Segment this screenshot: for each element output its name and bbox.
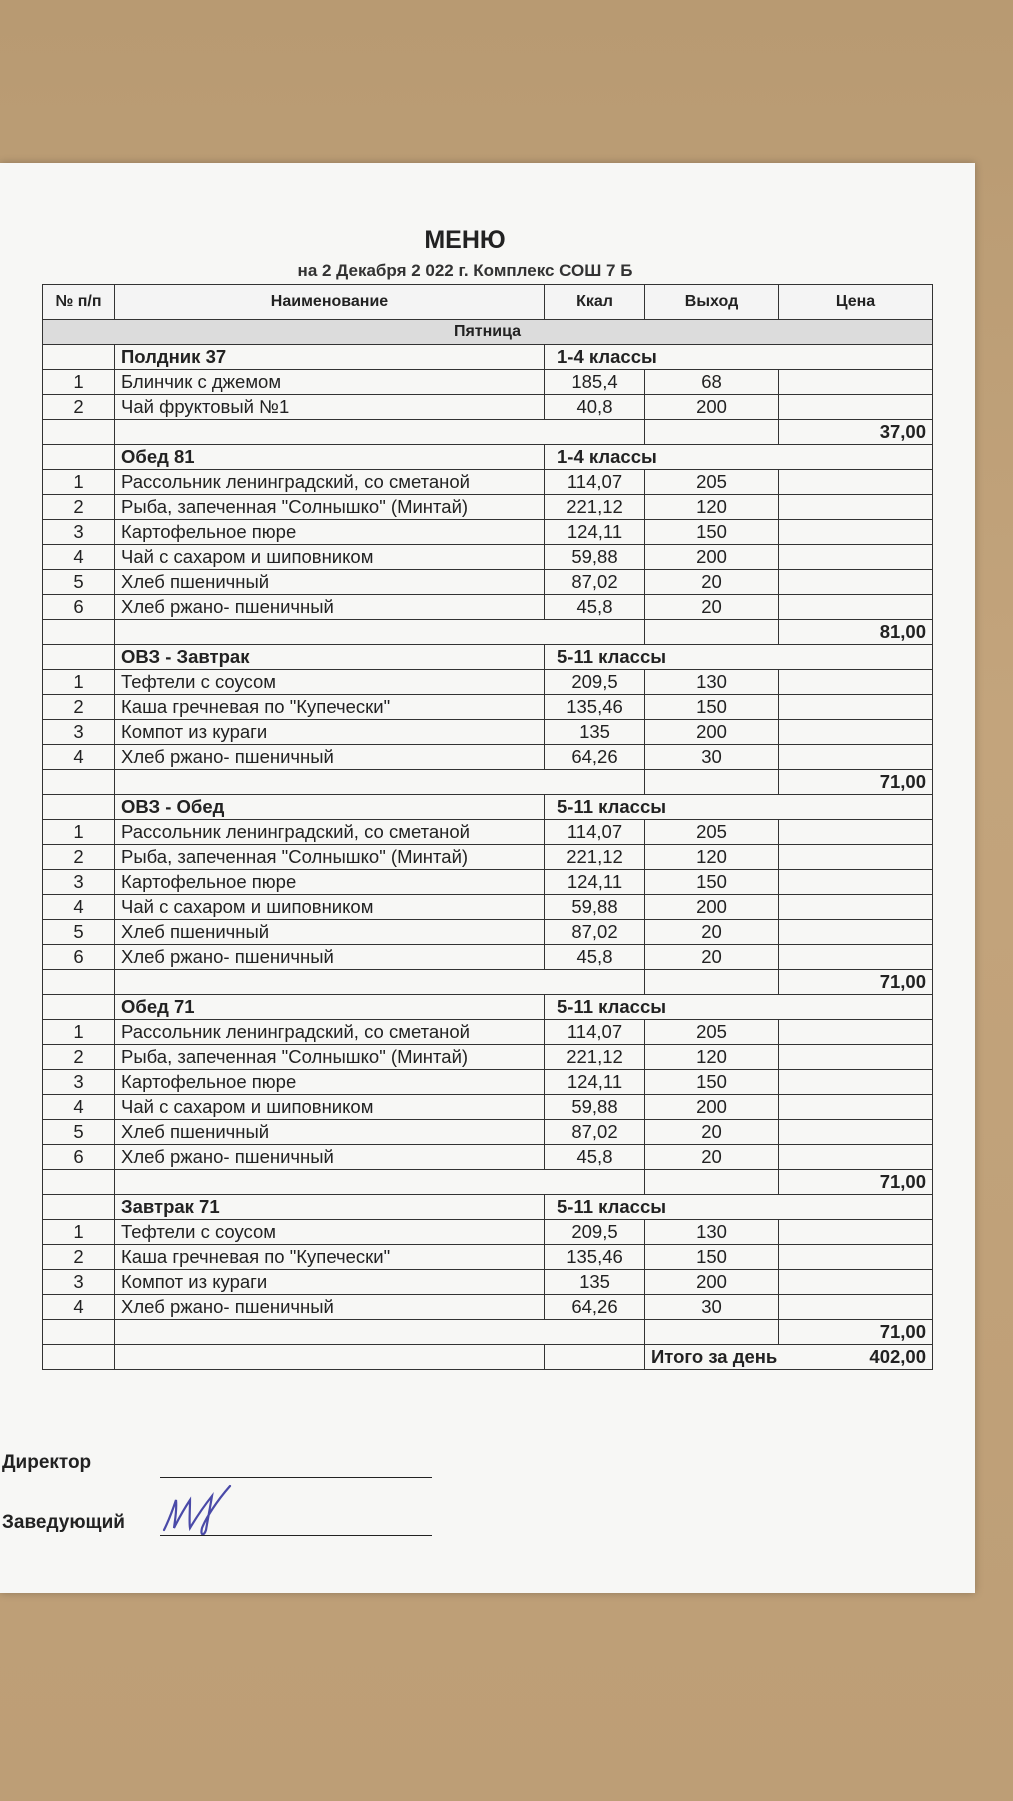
item-output: 20 xyxy=(645,595,779,620)
item-number: 6 xyxy=(43,1145,115,1170)
item-name: Картофельное пюре xyxy=(115,520,545,545)
item-kcal: 209,5 xyxy=(545,1220,645,1245)
item-name: Рыба, запеченная "Солнышко" (Минтай) xyxy=(115,495,545,520)
item-price xyxy=(779,1245,933,1270)
section-classes: 5-11 классы xyxy=(545,795,933,820)
table-row xyxy=(43,1120,933,1145)
item-kcal: 64,26 xyxy=(545,745,645,770)
table-row xyxy=(43,1045,933,1070)
item-name: Рассольник ленинградский, со сметаной xyxy=(115,470,545,495)
item-output: 150 xyxy=(645,1245,779,1270)
col-name: Наименование xyxy=(115,285,545,320)
item-kcal: 124,11 xyxy=(545,1070,645,1095)
day-total-row xyxy=(43,1345,933,1370)
section-total: 71,00 xyxy=(779,1320,933,1345)
empty-cell xyxy=(545,1345,645,1370)
table-row xyxy=(43,1020,933,1045)
item-price xyxy=(779,1295,933,1320)
item-output: 68 xyxy=(645,370,779,395)
item-output: 120 xyxy=(645,1045,779,1070)
day-row xyxy=(43,320,933,345)
item-price xyxy=(779,1095,933,1120)
empty-cell xyxy=(43,1195,115,1220)
section-total-row xyxy=(43,970,933,995)
table-row xyxy=(43,495,933,520)
item-kcal: 221,12 xyxy=(545,845,645,870)
section-total: 81,00 xyxy=(779,620,933,645)
item-number: 3 xyxy=(43,720,115,745)
table-row xyxy=(43,520,933,545)
table-row xyxy=(43,545,933,570)
item-name: Хлеб пшеничный xyxy=(115,920,545,945)
table-row xyxy=(43,745,933,770)
empty-cell xyxy=(43,995,115,1020)
item-kcal: 114,07 xyxy=(545,820,645,845)
item-name: Компот из кураги xyxy=(115,1270,545,1295)
item-output: 30 xyxy=(645,745,779,770)
item-name: Картофельное пюре xyxy=(115,870,545,895)
item-number: 1 xyxy=(43,670,115,695)
item-kcal: 135,46 xyxy=(545,695,645,720)
section-name: Полдник 37 xyxy=(115,345,545,370)
item-kcal: 124,11 xyxy=(545,520,645,545)
table-row xyxy=(43,920,933,945)
section-total-row xyxy=(43,1170,933,1195)
item-number: 4 xyxy=(43,1095,115,1120)
item-output: 20 xyxy=(645,1120,779,1145)
section-name: ОВЗ - Обед xyxy=(115,795,545,820)
section-name: ОВЗ - Завтрак xyxy=(115,645,545,670)
item-price xyxy=(779,1070,933,1095)
empty-cell xyxy=(645,770,779,795)
empty-cell xyxy=(43,445,115,470)
item-number: 3 xyxy=(43,1070,115,1095)
item-kcal: 59,88 xyxy=(545,545,645,570)
item-number: 1 xyxy=(43,470,115,495)
table-row xyxy=(43,1270,933,1295)
item-number: 3 xyxy=(43,1270,115,1295)
section-total: 37,00 xyxy=(779,420,933,445)
item-kcal: 59,88 xyxy=(545,1095,645,1120)
menu-table xyxy=(42,284,933,1370)
item-output: 20 xyxy=(645,1145,779,1170)
table-row xyxy=(43,395,933,420)
section-total-row xyxy=(43,770,933,795)
item-number: 5 xyxy=(43,920,115,945)
section-header-row xyxy=(43,1195,933,1220)
item-name: Рыба, запеченная "Солнышко" (Минтай) xyxy=(115,845,545,870)
item-kcal: 45,8 xyxy=(545,595,645,620)
item-kcal: 185,4 xyxy=(545,370,645,395)
item-price xyxy=(779,670,933,695)
manager-label: Заведующий xyxy=(2,1512,125,1533)
item-name: Хлеб ржано- пшеничный xyxy=(115,745,545,770)
item-kcal: 221,12 xyxy=(545,495,645,520)
empty-cell xyxy=(645,1320,779,1345)
menu-body xyxy=(43,345,933,1345)
item-number: 1 xyxy=(43,370,115,395)
empty-cell xyxy=(43,1345,115,1370)
table-header-row xyxy=(43,285,933,320)
table-row xyxy=(43,1145,933,1170)
item-price xyxy=(779,370,933,395)
item-number: 6 xyxy=(43,595,115,620)
item-number: 4 xyxy=(43,745,115,770)
item-kcal: 64,26 xyxy=(545,1295,645,1320)
item-name: Чай с сахаром и шиповником xyxy=(115,895,545,920)
item-price xyxy=(779,695,933,720)
table-row xyxy=(43,870,933,895)
item-output: 120 xyxy=(645,845,779,870)
item-output: 200 xyxy=(645,545,779,570)
item-kcal: 114,07 xyxy=(545,470,645,495)
table-row xyxy=(43,570,933,595)
item-name: Рассольник ленинградский, со сметаной xyxy=(115,820,545,845)
table-row xyxy=(43,1070,933,1095)
section-total-row xyxy=(43,620,933,645)
item-price xyxy=(779,570,933,595)
col-number: № п/п xyxy=(43,285,115,320)
table-row xyxy=(43,695,933,720)
item-output: 205 xyxy=(645,820,779,845)
item-name: Чай с сахаром и шиповником xyxy=(115,545,545,570)
empty-cell xyxy=(43,420,115,445)
empty-cell xyxy=(115,1320,645,1345)
manager-signature xyxy=(160,1478,240,1538)
empty-cell xyxy=(43,1320,115,1345)
item-kcal: 135 xyxy=(545,1270,645,1295)
item-number: 4 xyxy=(43,895,115,920)
item-kcal: 135,46 xyxy=(545,1245,645,1270)
table-row xyxy=(43,470,933,495)
item-kcal: 87,02 xyxy=(545,1120,645,1145)
item-number: 2 xyxy=(43,695,115,720)
empty-cell xyxy=(115,420,645,445)
section-total-row xyxy=(43,1320,933,1345)
item-output: 200 xyxy=(645,1270,779,1295)
table-row xyxy=(43,945,933,970)
item-name: Рассольник ленинградский, со сметаной xyxy=(115,1020,545,1045)
item-price xyxy=(779,470,933,495)
item-price xyxy=(779,820,933,845)
item-number: 1 xyxy=(43,820,115,845)
item-name: Компот из кураги xyxy=(115,720,545,745)
item-number: 5 xyxy=(43,570,115,595)
item-name: Хлеб ржано- пшеничный xyxy=(115,595,545,620)
item-number: 2 xyxy=(43,495,115,520)
item-kcal: 221,12 xyxy=(545,1045,645,1070)
item-output: 130 xyxy=(645,670,779,695)
item-output: 150 xyxy=(645,520,779,545)
item-price xyxy=(779,1220,933,1245)
item-number: 2 xyxy=(43,1045,115,1070)
item-price xyxy=(779,1145,933,1170)
item-price xyxy=(779,895,933,920)
item-kcal: 45,8 xyxy=(545,1145,645,1170)
section-classes: 5-11 классы xyxy=(545,995,933,1020)
section-name: Завтрак 71 xyxy=(115,1195,545,1220)
item-name: Чай фруктовый №1 xyxy=(115,395,545,420)
item-price xyxy=(779,1045,933,1070)
table-row xyxy=(43,1095,933,1120)
item-price xyxy=(779,845,933,870)
day-total-label: Итого за день xyxy=(651,1346,778,1367)
col-output: Выход xyxy=(645,285,779,320)
item-number: 3 xyxy=(43,520,115,545)
section-classes: 5-11 классы xyxy=(545,645,933,670)
item-number: 1 xyxy=(43,1220,115,1245)
item-output: 200 xyxy=(645,395,779,420)
item-name: Тефтели с соусом xyxy=(115,1220,545,1245)
item-output: 150 xyxy=(645,870,779,895)
item-output: 20 xyxy=(645,920,779,945)
section-header-row xyxy=(43,345,933,370)
item-name: Тефтели с соусом xyxy=(115,670,545,695)
col-price: Цена xyxy=(779,285,933,320)
item-kcal: 45,8 xyxy=(545,945,645,970)
section-header-row xyxy=(43,995,933,1020)
empty-cell xyxy=(43,1170,115,1195)
director-label: Директор xyxy=(2,1452,92,1473)
item-kcal: 40,8 xyxy=(545,395,645,420)
item-name: Чай с сахаром и шиповником xyxy=(115,1095,545,1120)
item-output: 120 xyxy=(645,495,779,520)
item-kcal: 87,02 xyxy=(545,570,645,595)
table-row xyxy=(43,370,933,395)
empty-cell xyxy=(115,970,645,995)
section-header-row xyxy=(43,645,933,670)
table-row xyxy=(43,595,933,620)
table-row xyxy=(43,1245,933,1270)
item-name: Рыба, запеченная "Солнышко" (Минтай) xyxy=(115,1045,545,1070)
item-price xyxy=(779,870,933,895)
empty-cell xyxy=(43,770,115,795)
empty-cell xyxy=(43,645,115,670)
item-output: 200 xyxy=(645,895,779,920)
item-price xyxy=(779,1270,933,1295)
item-number: 6 xyxy=(43,945,115,970)
section-name: Обед 81 xyxy=(115,445,545,470)
item-number: 3 xyxy=(43,870,115,895)
empty-cell xyxy=(43,345,115,370)
empty-cell xyxy=(43,970,115,995)
empty-cell xyxy=(43,795,115,820)
day-total-value: 402,00 xyxy=(869,1346,926,1367)
item-output: 20 xyxy=(645,945,779,970)
item-price xyxy=(779,720,933,745)
table-row xyxy=(43,670,933,695)
empty-cell xyxy=(115,620,645,645)
item-name: Хлеб ржано- пшеничный xyxy=(115,1145,545,1170)
section-total: 71,00 xyxy=(779,970,933,995)
table-row xyxy=(43,720,933,745)
empty-cell xyxy=(115,770,645,795)
section-header-row xyxy=(43,445,933,470)
page-title: МЕНЮ xyxy=(424,226,506,254)
section-name: Обед 71 xyxy=(115,995,545,1020)
empty-cell xyxy=(115,1345,545,1370)
item-kcal: 135 xyxy=(545,720,645,745)
table-row xyxy=(43,820,933,845)
item-price xyxy=(779,920,933,945)
item-price xyxy=(779,1120,933,1145)
empty-cell xyxy=(645,420,779,445)
item-number: 2 xyxy=(43,1245,115,1270)
section-classes: 1-4 классы xyxy=(545,445,933,470)
table-row xyxy=(43,845,933,870)
section-classes: 1-4 классы xyxy=(545,345,933,370)
item-output: 200 xyxy=(645,720,779,745)
day-total-cell xyxy=(645,1345,933,1370)
item-price xyxy=(779,745,933,770)
item-price xyxy=(779,1020,933,1045)
item-number: 4 xyxy=(43,1295,115,1320)
item-kcal: 124,11 xyxy=(545,870,645,895)
item-number: 4 xyxy=(43,545,115,570)
item-number: 2 xyxy=(43,845,115,870)
item-name: Хлеб ржано- пшеничный xyxy=(115,945,545,970)
table-row xyxy=(43,895,933,920)
empty-cell xyxy=(645,1170,779,1195)
empty-cell xyxy=(645,970,779,995)
item-number: 2 xyxy=(43,395,115,420)
page-subtitle: на 2 Декабря 2 022 г. Комплекс СОШ 7 Б xyxy=(297,261,633,280)
item-output: 150 xyxy=(645,695,779,720)
section-total: 71,00 xyxy=(779,1170,933,1195)
section-classes: 5-11 классы xyxy=(545,1195,933,1220)
item-output: 130 xyxy=(645,1220,779,1245)
item-output: 205 xyxy=(645,1020,779,1045)
item-kcal: 209,5 xyxy=(545,670,645,695)
section-header-row xyxy=(43,795,933,820)
empty-cell xyxy=(43,620,115,645)
item-output: 200 xyxy=(645,1095,779,1120)
item-name: Хлеб ржано- пшеничный xyxy=(115,1295,545,1320)
item-price xyxy=(779,545,933,570)
item-kcal: 114,07 xyxy=(545,1020,645,1045)
item-price xyxy=(779,395,933,420)
item-kcal: 87,02 xyxy=(545,920,645,945)
item-number: 5 xyxy=(43,1120,115,1145)
item-output: 20 xyxy=(645,570,779,595)
table-row xyxy=(43,1295,933,1320)
item-output: 205 xyxy=(645,470,779,495)
table-row xyxy=(43,1220,933,1245)
section-total-row xyxy=(43,420,933,445)
item-name: Каша гречневая по "Купечески" xyxy=(115,1245,545,1270)
item-price xyxy=(779,520,933,545)
day-label: Пятница xyxy=(43,320,933,345)
item-name: Каша гречневая по "Купечески" xyxy=(115,695,545,720)
manager-signature-line xyxy=(160,1535,432,1536)
col-kcal: Ккал xyxy=(545,285,645,320)
item-name: Блинчик с джемом xyxy=(115,370,545,395)
item-name: Хлеб пшеничный xyxy=(115,570,545,595)
item-name: Хлеб пшеничный xyxy=(115,1120,545,1145)
empty-cell xyxy=(645,620,779,645)
item-output: 30 xyxy=(645,1295,779,1320)
item-price xyxy=(779,945,933,970)
item-name: Картофельное пюре xyxy=(115,1070,545,1095)
item-price xyxy=(779,495,933,520)
item-price xyxy=(779,595,933,620)
empty-cell xyxy=(115,1170,645,1195)
item-output: 150 xyxy=(645,1070,779,1095)
section-total: 71,00 xyxy=(779,770,933,795)
item-number: 1 xyxy=(43,1020,115,1045)
item-kcal: 59,88 xyxy=(545,895,645,920)
